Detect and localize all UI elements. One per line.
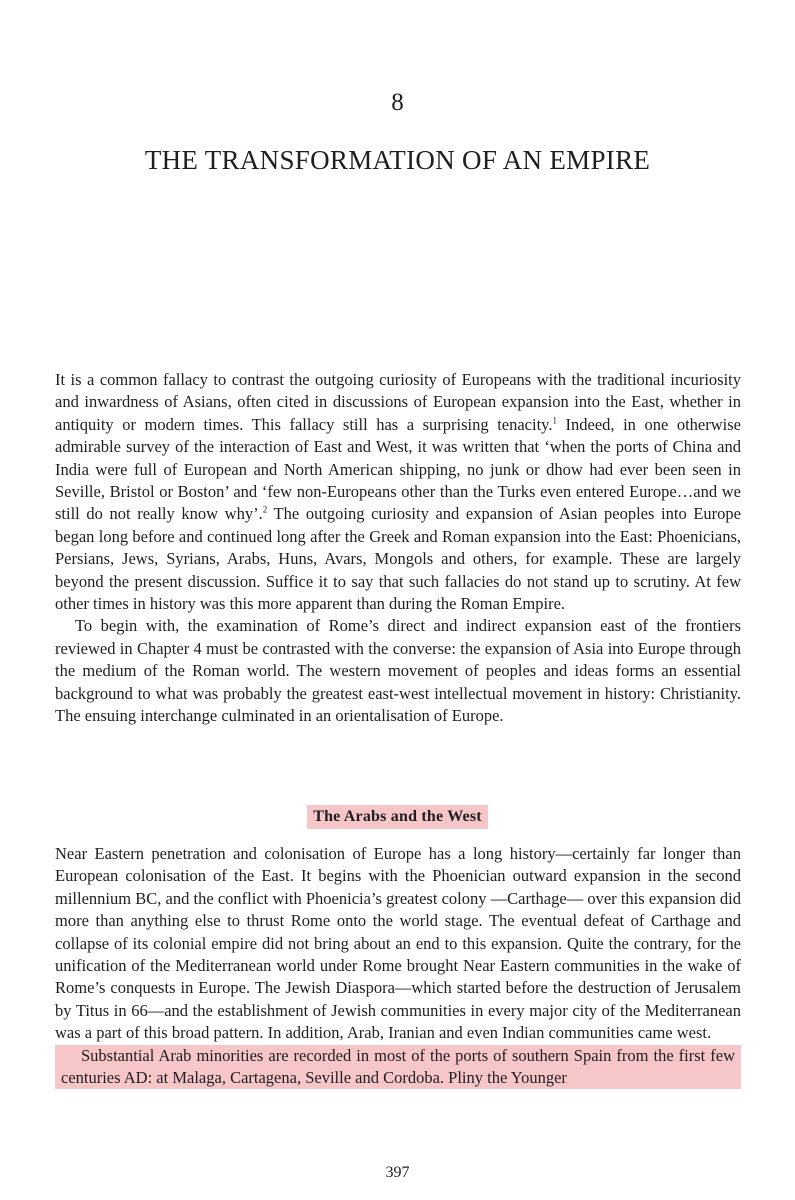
chapter-title: THE TRANSFORMATION OF AN EMPIRE (144, 145, 651, 175)
paragraph-1-part-a: It is a common fallacy to contrast the outgoing curiosity of Europeans with the traditional incuriosity and inwardness of Asians, often cited in discussions of European expansion into the East, whether in antiquity or modern times. This fallacy still has a surprising tenacity. (55, 370, 741, 434)
paragraph-1-part-c: The outgoing curiosity and expansion of Asian peoples into Europe began long before and continued long after the Greek and Roman expansion into the East: Phoenicians, Persians, Jews, Syrians, Arabs, Huns, Avars, Mongols and others, for example. These are largely beyond the present discussion. Suffice it to say that such fallacies do not stand up to scrutiny. At few other times in history was this more apparent than during the Roman Empire. (55, 504, 741, 614)
intro-text-block (55, 369, 741, 728)
paragraph-1-part-b: Indeed, in one otherwise admirable survey of the interaction of East and West, it was written that ‘when the ports of China and India were full of European and North American shipping, no junk or dhow had ever been seen in Seville, Bristol or Boston’ and ‘few non-Europeans other than the Turks even entered Europe…and we still do not really know why’. (55, 414, 741, 524)
chapter-number: 8 (391, 89, 404, 116)
footnote-ref-2: 2 (262, 504, 268, 515)
section-heading-text: The Arabs and the West (307, 805, 488, 829)
section-heading (0, 805, 795, 829)
paragraph-2: To begin with, the examination of Rome’s direct and indirect expansion east of the frontiers reviewed in Chapter 4 must be contrasted with the converse: the expansion of Asia into Europe through the medium of the Roman world. The western movement of peoples and ideas forms an essential background to what was probably the greatest east-west intellectual movement in history: Christianity. The ensuing interchange culminated in an orientalisation of Europe. (55, 616, 741, 726)
section-text-block (55, 843, 741, 1089)
paragraph-4-highlighted: Substantial Arab minorities are recorded in most of the ports of southern Spain from the first few centuries AD: at Malaga, Cartagena, Seville and Cordoba. Pliny the Younger (55, 1045, 741, 1090)
footnote-ref-1: 1 (552, 415, 557, 426)
page-number: 397 (385, 1164, 410, 1181)
paragraph-1 (55, 369, 741, 615)
paragraph-3: Near Eastern penetration and colonisation of Europe has a long history—certainly far longer than European colonisation of the East. It begins with the Phoenician outward expansion in the second millennium BC, and the conflict with Phoenicia’s greatest colony —Carthage— over this expansion did more than anything else to thrust Rome onto the world stage. The eventual defeat of Carthage and collapse of its colonial empire did not bring about an end to this expansion. Quite the contrary, for the unification of the Mediterranean world under Rome brought Near Eastern communities in the wake of Rome’s conquests in Europe. The Jewish Diaspora—which started before the destruction of Jerusalem by Titus in 66—and the establishment of Jewish communities in every major city of the Mediterranean was a part of this broad pattern. In addition, Arab, Iranian and even Indian communities came west. (55, 844, 741, 1043)
